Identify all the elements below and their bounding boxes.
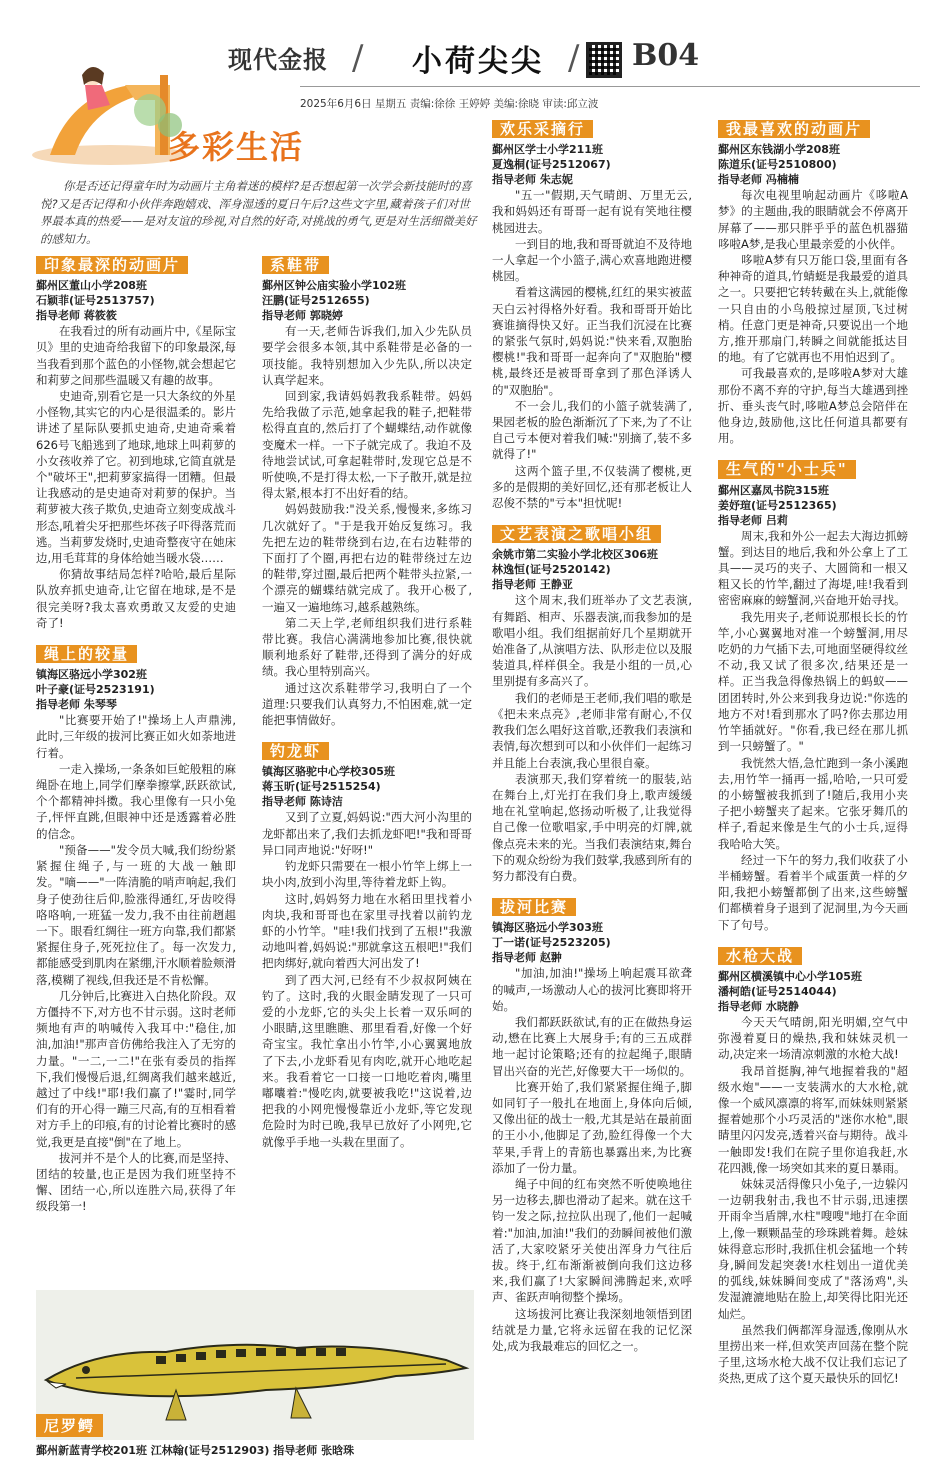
article-paragraph: 今天天气晴朗,阳光明媚,空气中弥漫着夏日的燥热,我和妹妹灵机一动,决定来一场清凉刺激的水枪大战!: [718, 1014, 908, 1062]
article-teacher: 指导老师 王静亚: [492, 578, 573, 592]
article-paragraph: 我先用夹子,老师说那根长长的竹竿,小心翼翼地对准一个螃蟹洞,用尽吃奶的力气插下去,可地面坚硬得纹丝不动,我又试了很多次,结果还是一样。正当我急得像热锅上的蚂蚁——团团转时,外公来到我身边说:"你选的地方不对!看到那水了吗?你去那边用竹竿插就好。"你看,我已经在那儿抓到一只螃蟹了。": [718, 609, 908, 754]
article-school: 鄞州区横溪镇中心小学105班: [718, 969, 862, 983]
article-paragraph: 这时,妈妈努力地在水稻田里找着小肉块,我和哥哥也在家里寻找着以前钓龙虾的小竹竿。"哇!我们找到了五根!"我激动地叫着,妈妈说:"那就拿这五根吧!"我们把肉绑好,就向着西大河出发了!: [262, 891, 472, 971]
article-paragraph: 看着这满园的樱桃,红红的果实被蓝天白云衬得格外好看。我和哥哥开始比赛谁摘得快又好。正当我们沉浸在比赛的紧张气氛时,妈妈说:"快来看,双胞胎樱桃!"我和哥哥一起奔向了"双胞胎"樱桃,最终还是被哥哥拿到了那色泽诱人的"双胞胎"。: [492, 285, 692, 397]
article-body: [262, 809, 472, 1149]
article-paragraph: 在我看过的所有动画片中,《星际宝贝》里的史迪奇给我留下的印象最深,每当我看到那个蓝色的小怪物,就会想起它和莉萝之间那些温暖又有趣的故事。: [36, 324, 236, 387]
article-paragraph: 我们的老师是王老师,我们唱的歌是《把未来点亮》,老师非常有耐心,不仅教我们怎么唱好这首歌,还教我们表演和表情,每次想到可以和小伙伴们一起练习并且能上台表演,我心里很自豪。: [492, 690, 692, 770]
article-title: 系鞋带: [262, 256, 329, 274]
article-paragraph: 不一会儿,我们的小篮子就装满了,果园老板的脸色渐渐沉了下来,为了不让自己亏本便对着我们喊:"别摘了,装不多就得了!": [492, 398, 692, 462]
article-body: [492, 965, 692, 1354]
article-paragraph: 史迪奇,别看它是一只大条纹的外星小怪物,其实它的内心是很温柔的。影片讲述了星际队要抓史迪奇,史迪奇乘着626号飞船逃到了地球,地球上叫莉萝的小女孩收养了它。初到地球,它简直就是个"破坏王",把莉萝家搞得一团糟。但最让我感动的是史迪奇对莉萝的保护。当莉萝被大孩子欺负,史迪奇立刻变成战斗形态,吼着尖牙把那些坏孩子吓得落荒而逃。当莉萝发烧时,史迪奇整夜守在她床边,用毛茸茸的身体给她当暖水袋……: [36, 389, 236, 566]
article-paragraph: 你猜故事结局怎样?哈哈,最后星际队放弃抓史迪奇,让它留在地球,是不是很完美呀?我太喜欢勇敢又友爱的史迪奇了!: [36, 567, 236, 630]
article-paragraph: 钓龙虾只需要在一根小竹竿上绑上一块小肉,放到小沟里,等待着龙虾上钩。: [262, 859, 472, 890]
article-paragraph: 每次电视里响起动画片《哆啦A梦》的主题曲,我的眼睛就会不停离开屏幕了——那只胖乎乎的蓝色机器猫哆啦A梦,是我心里最亲爱的小伙伴。: [718, 188, 908, 251]
article-school: 鄞州区东钱湖小学208班: [718, 143, 840, 157]
article-teacher: 指导老师 吕莉: [718, 513, 788, 527]
column-4: [718, 120, 908, 1401]
article-title: 水枪大战: [718, 947, 802, 965]
column-name: 小荷尖尖: [412, 44, 544, 79]
article: [262, 256, 472, 728]
article-paragraph: 又到了立夏,妈妈说:"西大河小沟里的龙虾都出来了,我们去抓龙虾吧!"我和哥哥异口同声地说:"好呀!": [262, 810, 472, 857]
article-school: 镇海区骆驼中心学校305班: [262, 765, 395, 779]
article-author: 姜妤瑄(证号2512365): [718, 498, 837, 512]
article-paragraph: 我昂首挺胸,神气地握着我的"超级水炮"——一支装满水的大水枪,就像一个威风凛凛的将军,而妹妹则紧紧握着她那个小巧灵活的"迷你水枪",眼睛里闪闪发亮,透着兴奋与期待。战斗一触即发!我们在院子里你追我赶,水花四溅,像一场突如其来的夏日暴雨。: [718, 1063, 908, 1175]
article-body: [492, 187, 692, 511]
article-teacher: 指导老师 冯楠楠: [718, 173, 799, 187]
artwork-title-wrap: [36, 1414, 103, 1441]
article-paragraph: 妈妈鼓励我:"没关系,慢慢来,多练习几次就好了。"于是我开始反复练习。我先把左边的鞋带绕到右边,在右边鞋带的下面打了个圈,再把右边的鞋带绕过左边的鞋带,穿过圈,最后把两个鞋带头拉紧,一个漂亮的蝴蝶结就完成了。我开心极了,一遍又一遍地练习,越系越熟练。: [262, 502, 472, 614]
article-paragraph: 一到目的地,我和哥哥就迫不及待地一人拿起一个小篮子,满心欢喜地跑进樱桃园。: [492, 236, 692, 284]
article-teacher: 指导老师 蒋筱筱: [36, 309, 117, 323]
article-author: 叶子豪(证号2523191): [36, 683, 155, 697]
article-school: 鄞州区嘉凤书院315班: [718, 483, 829, 497]
article-title: 欢乐采摘行: [492, 120, 593, 138]
article-paragraph: 周末,我和外公一起去大海边抓螃蟹。到达目的地后,我和外公拿上了工具——灵巧的夹子、大圆筒和一根又粗又长的竹竿,翻过了海堤,哇!我看到密密麻麻的螃蟹洞,兴奋地开始寻找。: [718, 528, 908, 608]
article-paragraph: 这两个篮子里,不仅装满了樱桃,更多的是假期的美好回忆,还有那老板让人忍俊不禁的"亏本"担忧呢!: [492, 463, 692, 511]
masthead-rule: [300, 86, 920, 87]
article-paragraph: 通过这次系鞋带学习,我明白了一个道理:只要我们认真努力,不怕困难,就一定能把事情做好。: [262, 680, 472, 728]
article-body: [718, 187, 908, 446]
article-paragraph: "五一"假期,天气晴朗、万里无云,我和妈妈还有哥哥一起有说有笑地往樱桃园进去。: [492, 188, 692, 235]
article-school: 鄞州区董山小学208班: [36, 279, 147, 293]
section-intro: 你是否还记得童年时为动画片主角着迷的模样?是否想起第一次学会新技能时的喜悦?又是否记得和小伙伴奔跑嬉戏、浑身湿透的夏日午后?这些文字里,藏着孩子们对世界最本真的热爱——是对友谊的珍视,对自然的好奇,对挑战的勇气,更是对生活细微美好的感知力。: [40, 179, 477, 246]
masthead-separator: /: [352, 38, 364, 78]
article-title: 印象最深的动画片: [36, 256, 188, 274]
article-paragraph: 我们都跃跃欲试,有的正在做热身运动,懋在比赛上大展身手;有的三五成群地一起讨论策略;还有的拉起绳子,眼睛冒出兴奋的光芒,好像要大干一场似的。: [492, 1014, 692, 1078]
article-author: 丁一诺(证号2523205): [492, 936, 611, 950]
article-paragraph: "加油,加油!"操场上响起震耳欲聋的喊声,一场激动人心的拔河比赛即将开始。: [492, 966, 692, 1013]
article-title: 文艺表演之歌唱小组: [492, 525, 661, 543]
article: [492, 120, 692, 511]
article-paragraph: 这个周末,我们班举办了文艺表演,有舞蹈、相声、乐器表演,而我参加的是歌唱小组。我们组据前好几个星期就开始准备了,从演唱方法、队形走位以及服装道具,样样俱全。我是小组的一员,心里别提有多高兴了。: [492, 593, 692, 689]
article-author: 蒋玉昕(证号2515254): [262, 780, 381, 794]
girl-on-slide-illustration: [30, 55, 190, 165]
article-school: 余姚市第二实验小学北校区306班: [492, 548, 658, 562]
article-paragraph: 一走入操场,一条条如巨蛇般粗的麻绳卧在地上,同学们摩拳擦掌,跃跃欲试,个个都精神抖擞。我心里像有一只小兔子,怦怦直跳,但眼神中还是透露着必胜的信念。: [36, 761, 236, 841]
article-author: 潘柯皓(证号2514044): [718, 984, 837, 998]
page-number: B04: [632, 38, 700, 73]
article-paragraph: 拔河并不是个人的比赛,而是坚持、团结的较量,也正是因为我们班坚持不懈、团结一心,所以连胜六局,获得了年级段第一!: [36, 1150, 236, 1214]
article-title: 生气的"小士兵": [718, 460, 856, 478]
article-paragraph: 可我最喜欢的,是哆啦A梦对大雄那份不离不弃的守护,每当大雄遇到挫折、垂头丧气时,哆啦A梦总会陪伴在他身边,鼓励他,这比任何道具都要有用。: [718, 366, 908, 446]
article-school: 镇海区骆远小学303班: [492, 921, 603, 935]
article: [718, 120, 908, 446]
article-author: 夏逸桐(证号2512067): [492, 158, 611, 172]
article-body: [718, 528, 908, 933]
article-paragraph: "比赛要开始了!"操场上人声鼎沸,此时,三年级的拔河比赛正如火如荼地进行着。: [36, 713, 236, 760]
article-teacher: 指导老师 朱琴琴: [36, 698, 117, 712]
article-paragraph: 几分钟后,比赛进入白热化阶段。双方僵持不下,对方也不甘示弱。这时老师频地有声的呐喊传入我耳中:"稳住,加油,加油!"那声音仿佛给我注入了无穷的力量。"一二,一二!"在张有委员的指挥下,我们慢慢后退,红绸离我们越来越近,越过了中线!"耶!我们赢了!"霎时,同学们有的开心得一蹦三尺高,有的互相看着对方手上的印痕,有的讨论着比赛时的感觉,我更是直接"倒"在了地上。: [36, 988, 236, 1149]
article-school: 鄞州区学士小学211班: [492, 143, 603, 157]
column-3: [492, 120, 692, 1368]
article-title: 拔河比赛: [492, 898, 576, 916]
article-paragraph: 这场拔河比赛让我深刻地领悟到团结就是力量,它将永远留在我的记忆深处,成为我最难忘的回忆之一。: [492, 1306, 692, 1353]
article-title: 我最喜欢的动画片: [718, 120, 870, 138]
article: [36, 256, 236, 631]
article-body: [492, 592, 692, 884]
section-title: 多彩生活: [168, 128, 305, 166]
article-author: 陈道乐(证号2510800): [718, 158, 837, 172]
article-paragraph: 表演那天,我们穿着统一的服装,站在舞台上,灯光打在我们身上,歌声缓缓地在礼堂响起,悠扬动听极了,让我觉得自己像一位歌唱家,手中明亮的灯牌,就像点亮未来的光。当我们表演结束,舞台下的观众纷纷为我们鼓掌,我感到所有的努力都没有白费。: [492, 771, 692, 883]
article-teacher: 指导老师 水晓静: [718, 999, 799, 1013]
article-body: [718, 1014, 908, 1387]
article-paragraph: 有一天,老师告诉我们,加入少先队员要学会很多本领,其中系鞋带是必备的一项技能。我特别想加入少先队,所以决定认真学起来。: [262, 324, 472, 387]
artwork-caption: 鄞州新蓝青学校201班 江林翰(证号2512903) 指导老师 张晗珠: [36, 1444, 355, 1457]
article-title: 绳上的较量: [36, 645, 137, 663]
article-paragraph: 比赛开始了,我们紧紧握住绳子,脚如同钉子一般扎在地面上,身体向后倾,又像出征的战士一般,尤其是站在最前面的王小小,他脚足了劲,脸红得像一个大苹果,手背上的青筋也暴露出来,为比赛添加了一份力量。: [492, 1079, 692, 1175]
article-teacher: 指导老师 朱志妮: [492, 173, 573, 187]
article: [492, 525, 692, 884]
article-author: 林逸恒(证号2520142): [492, 563, 611, 577]
article: [262, 742, 472, 1149]
article: [718, 460, 908, 932]
article-author: 石颖菲(证号2513757): [36, 294, 155, 308]
newspaper-name: 现代金报: [228, 45, 328, 74]
article-paragraph: 绳子中间的红布突然不听使唤地往另一边移去,脚也滑动了起来。就在这千钧一发之际,拉拉队出现了,他们一起喊着:"加油,加油!"我们的劲瞬间被他们激活了,大家咬紧牙关使出浑身力气往后拔。终于,红布渐渐被倒向我们这边移来,我们赢了!大家瞬间沸腾起来,欢呼声、雀跃声响彻整个操场。: [492, 1176, 692, 1305]
issue-info: 2025年6月6日 星期五 责编:徐徐 王婷婷 美编:徐晓 审读:邱立波: [300, 98, 599, 110]
article-paragraph: 到了西大河,已经有不少叔叔阿姨在钓了。这时,我的火眼金睛发现了一只可爱的小龙虾,它的头尖上长着一双乐呵的小眼睛,这里瞧瞧、那里看看,好像一个好奇宝宝。我忙拿出小竹竿,小心翼翼地放了下去,小龙虾看见有肉吃,就开心地吃起来。我看着它一口接一口地吃着肉,嘴里嘟囔着:"慢吃肉,就要被我吃!"这说着,边把我的小网兜慢慢靠近小龙虾,等它发现危险时为时已晚,我早已放好了小网兜,它就像乎手地一头栽在里面了。: [262, 972, 472, 1149]
article-paragraph: 经过一下午的努力,我们收获了小半桶螃蟹。看着半个咸蛋黄一样的夕阳,我把小螃蟹都倒了出来,这些螃蟹们都横着身子退到了泥洞里,为今天画下了句号。: [718, 852, 908, 932]
qr-code-icon: [586, 42, 622, 78]
column-2: [262, 256, 472, 1164]
article-paragraph: "预备——"发令员大喊,我们纷纷紧紧握住绳子,与一班的大战一触即发。"嘀——"一阵清脆的哨声响起,我们身子使劲往后仰,脸涨得通红,牙齿咬得咯咯响,一班猛一发力,我不由往前趔趄一下。眼看红绸往一班方向靠,我们都紧紧握住身子,死死拉住了。每一次发力,都能感受到肌肉在紧绷,汗水顺着脸颊滑落,模糊了视线,但我还是不肯松懈。: [36, 842, 236, 987]
masthead-separator: /: [568, 38, 580, 78]
article-school: 鄞州区钟公庙实验小学102班: [262, 279, 406, 293]
article-paragraph: 虽然我们俩都浑身湿透,像刚从水里捞出来一样,但欢笑声回荡在整个院子里,这场水枪大战不仅让我们忘记了炎热,更成了这个夏天最快乐的回忆!: [718, 1322, 908, 1386]
column-1: [36, 256, 236, 1229]
article-paragraph: 回到家,我请妈妈教我系鞋带。妈妈先给我做了示范,她拿起我的鞋子,把鞋带松得直直的,然后打了个蝴蝶结,动作就像变魔术一样。一下子就完成了。我迫不及待地尝试试,可拿起鞋带时,发现它总是不听使唤,不是打得太松,一下子散开,就是拉得太紧,根本打不出好看的结。: [262, 389, 472, 501]
article-teacher: 指导老师 陈诗洁: [262, 795, 343, 809]
article: [36, 645, 236, 1215]
article-author: 汪鹏(证号2512655): [262, 294, 370, 308]
article-body: [262, 323, 472, 728]
article-paragraph: 我恍然大悟,急忙跑到一条小溪跑去,用竹竿一捅再一摇,哈哈,一只可爱的小螃蟹被我抓到了!随后,我用小夹子把小螃蟹夹了起来。它张牙舞爪的样子,看起来像是生气的小士兵,逗得我哈哈大笑。: [718, 755, 908, 851]
article-body: [36, 712, 236, 1214]
article-body: [36, 323, 236, 631]
article-paragraph: 第二天上学,老师组织我们进行系鞋带比赛。我信心满满地参加比赛,很快就顺利地系好了鞋带,还得到了满分的好成绩。我心里特别高兴。: [262, 615, 472, 679]
article: [718, 947, 908, 1387]
article-paragraph: 哆啦A梦有只万能口袋,里面有各种神奇的道具,竹蜻蜓是我最爱的道具之一。只要把它转转戴在头上,就能像一只自由的小鸟般掠过屋顶,飞过树梢。任意门更是神奇,只要说出一个地方,推开那扇门,转瞬之间就能抵达目的地。有了它就再也不用怕迟到了。: [718, 253, 908, 365]
article: [492, 898, 692, 1354]
article-paragraph: 妹妹灵活得像只小兔子,一边躲闪一边朝我射击,我也不甘示弱,迅速摆开雨伞当盾牌,水柱"嗖嗖"地打在伞面上,像一颗颗晶莹的珍珠跳着舞。趁妹妹得意忘形时,我抓住机会猛地一个转身,瞬间发起突袭!水柱划出一道优美的弧线,妹妹瞬间变成了"落汤鸡",头发湿漉漉地贴在脸上,却笑得比阳光还灿烂。: [718, 1176, 908, 1321]
article-school: 镇海区骆远小学302班: [36, 668, 147, 682]
artwork-title: 尼罗鳄: [36, 1414, 103, 1437]
article-title: 钓龙虾: [262, 742, 329, 760]
article-teacher: 指导老师 赵翀: [492, 951, 562, 965]
article-teacher: 指导老师 郭晓婷: [262, 309, 343, 323]
